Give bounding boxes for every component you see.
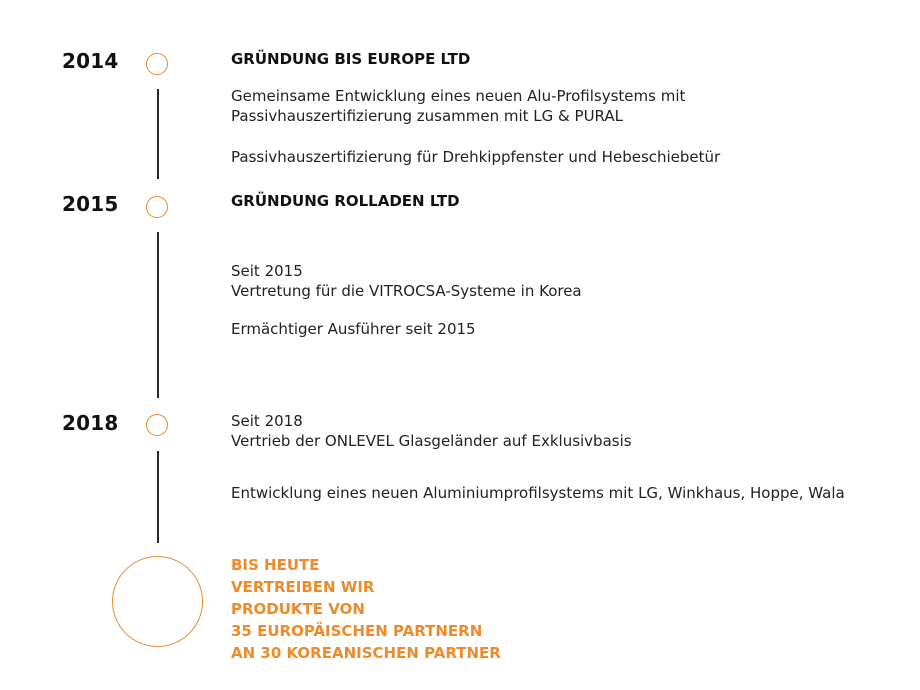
year-2018: 2018: [62, 411, 119, 435]
final-line: PRODUKTE VON: [231, 600, 365, 618]
timeline-connector: [157, 451, 159, 543]
paragraph-2018-3: Entwicklung eines neuen Aluminiumprofilsystems mit LG, Winkhaus, Hoppe, Wala: [231, 484, 845, 502]
year-2014: 2014: [62, 49, 119, 73]
paragraph-2015-2: Vertretung für die VITROCSA-Systeme in Korea: [231, 282, 582, 300]
paragraph-2015-1: Seit 2015: [231, 262, 303, 280]
final-line: BIS HEUTE: [231, 556, 320, 574]
final-line: AN 30 KOREANISCHEN PARTNER: [231, 644, 501, 662]
paragraph-2014-1: Gemeinsame Entwicklung eines neuen Alu-Profilsystems mit Passivhauszertifizierung zusammen mit LG & PURAL: [231, 87, 686, 125]
paragraph-2015-3: Ermächtiger Ausführer seit 2015: [231, 320, 476, 338]
timeline-connector: [157, 232, 159, 398]
paragraph-2014-2: Passivhauszertifizierung für Drehkippfenster und Hebeschiebetür: [231, 148, 721, 166]
year-2015: 2015: [62, 192, 119, 216]
timeline-dot-2015: [146, 196, 168, 218]
timeline-connector: [157, 89, 159, 179]
final-circle: [112, 556, 203, 647]
heading-2015: GRÜNDUNG ROLLADEN LTD: [231, 192, 460, 210]
timeline-dot-2018: [146, 414, 168, 436]
heading-2014: GRÜNDUNG BIS EUROPE LTD: [231, 50, 471, 68]
paragraph-2018-1: Seit 2018: [231, 412, 303, 430]
final-statement: [231, 554, 501, 664]
final-line: 35 EUROPÄISCHEN PARTNERN: [231, 622, 483, 640]
final-line: VERTREIBEN WIR: [231, 578, 375, 596]
timeline-dot-2014: [146, 53, 168, 75]
paragraph-2018-2: Vertrieb der ONLEVEL Glasgeländer auf Exklusivbasis: [231, 432, 632, 450]
